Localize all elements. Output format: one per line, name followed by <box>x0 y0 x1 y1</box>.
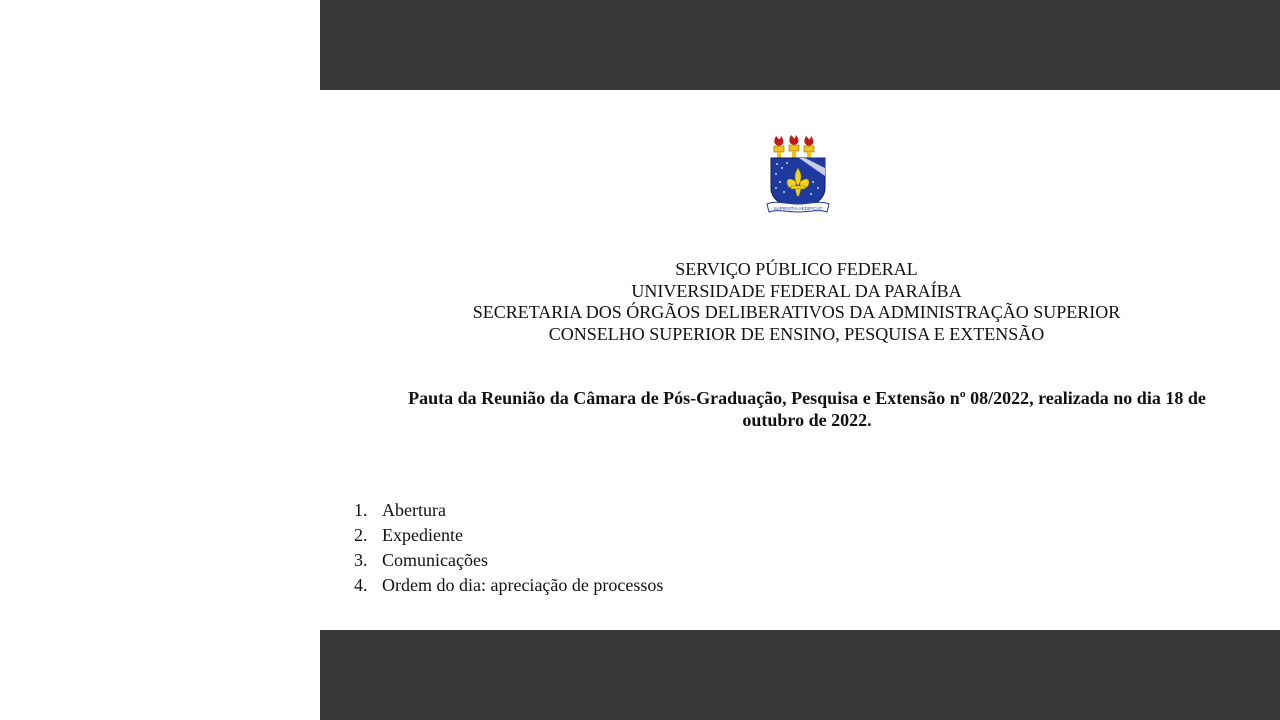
agenda-list <box>354 498 663 598</box>
list-item <box>354 498 663 523</box>
viewer-top-bar <box>320 0 1280 90</box>
torch-icon <box>774 136 784 158</box>
list-item <box>354 573 663 598</box>
torch-icon <box>804 136 814 158</box>
agenda-title: Pauta da Reunião da Câmara de Pós-Graduação, Pesquisa e Extensão nº 08/2022, realizada no dia 18 de outubro de 2022. <box>408 388 1206 430</box>
list-item-label: Comunicações <box>382 550 488 570</box>
list-item-label: Expediente <box>382 525 463 545</box>
torch-icon <box>789 135 799 158</box>
list-item-label: Ordem do dia: apreciação de processos <box>382 575 664 595</box>
document-page <box>320 90 1280 630</box>
left-blank-area <box>0 0 320 720</box>
header-line-service: SERVIÇO PÚBLICO FEDERAL <box>675 259 918 279</box>
institution-header <box>320 259 1273 345</box>
list-item-number: 3. <box>354 550 368 570</box>
crest-motto: SAPIENTIA AEDIFICAT <box>773 206 823 211</box>
list-item-number: 4. <box>354 575 368 595</box>
viewer-bottom-bar <box>320 630 1280 720</box>
list-item-label: Abertura <box>382 500 446 520</box>
header-line-secretariat: SECRETARIA DOS ÓRGÃOS DELIBERATIVOS DA ADMINISTRAÇÃO SUPERIOR <box>472 302 1121 323</box>
header-line-university: UNIVERSIDADE FEDERAL DA PARAÍBA <box>631 280 962 301</box>
list-item <box>354 548 663 573</box>
ufpb-crest-logo <box>763 132 833 218</box>
list-item-number: 2. <box>354 525 368 545</box>
header-line-council: CONSELHO SUPERIOR DE ENSINO, PESQUISA E EXTENSÃO <box>548 323 1045 344</box>
list-item <box>354 523 663 548</box>
list-item-number: 1. <box>354 500 368 520</box>
